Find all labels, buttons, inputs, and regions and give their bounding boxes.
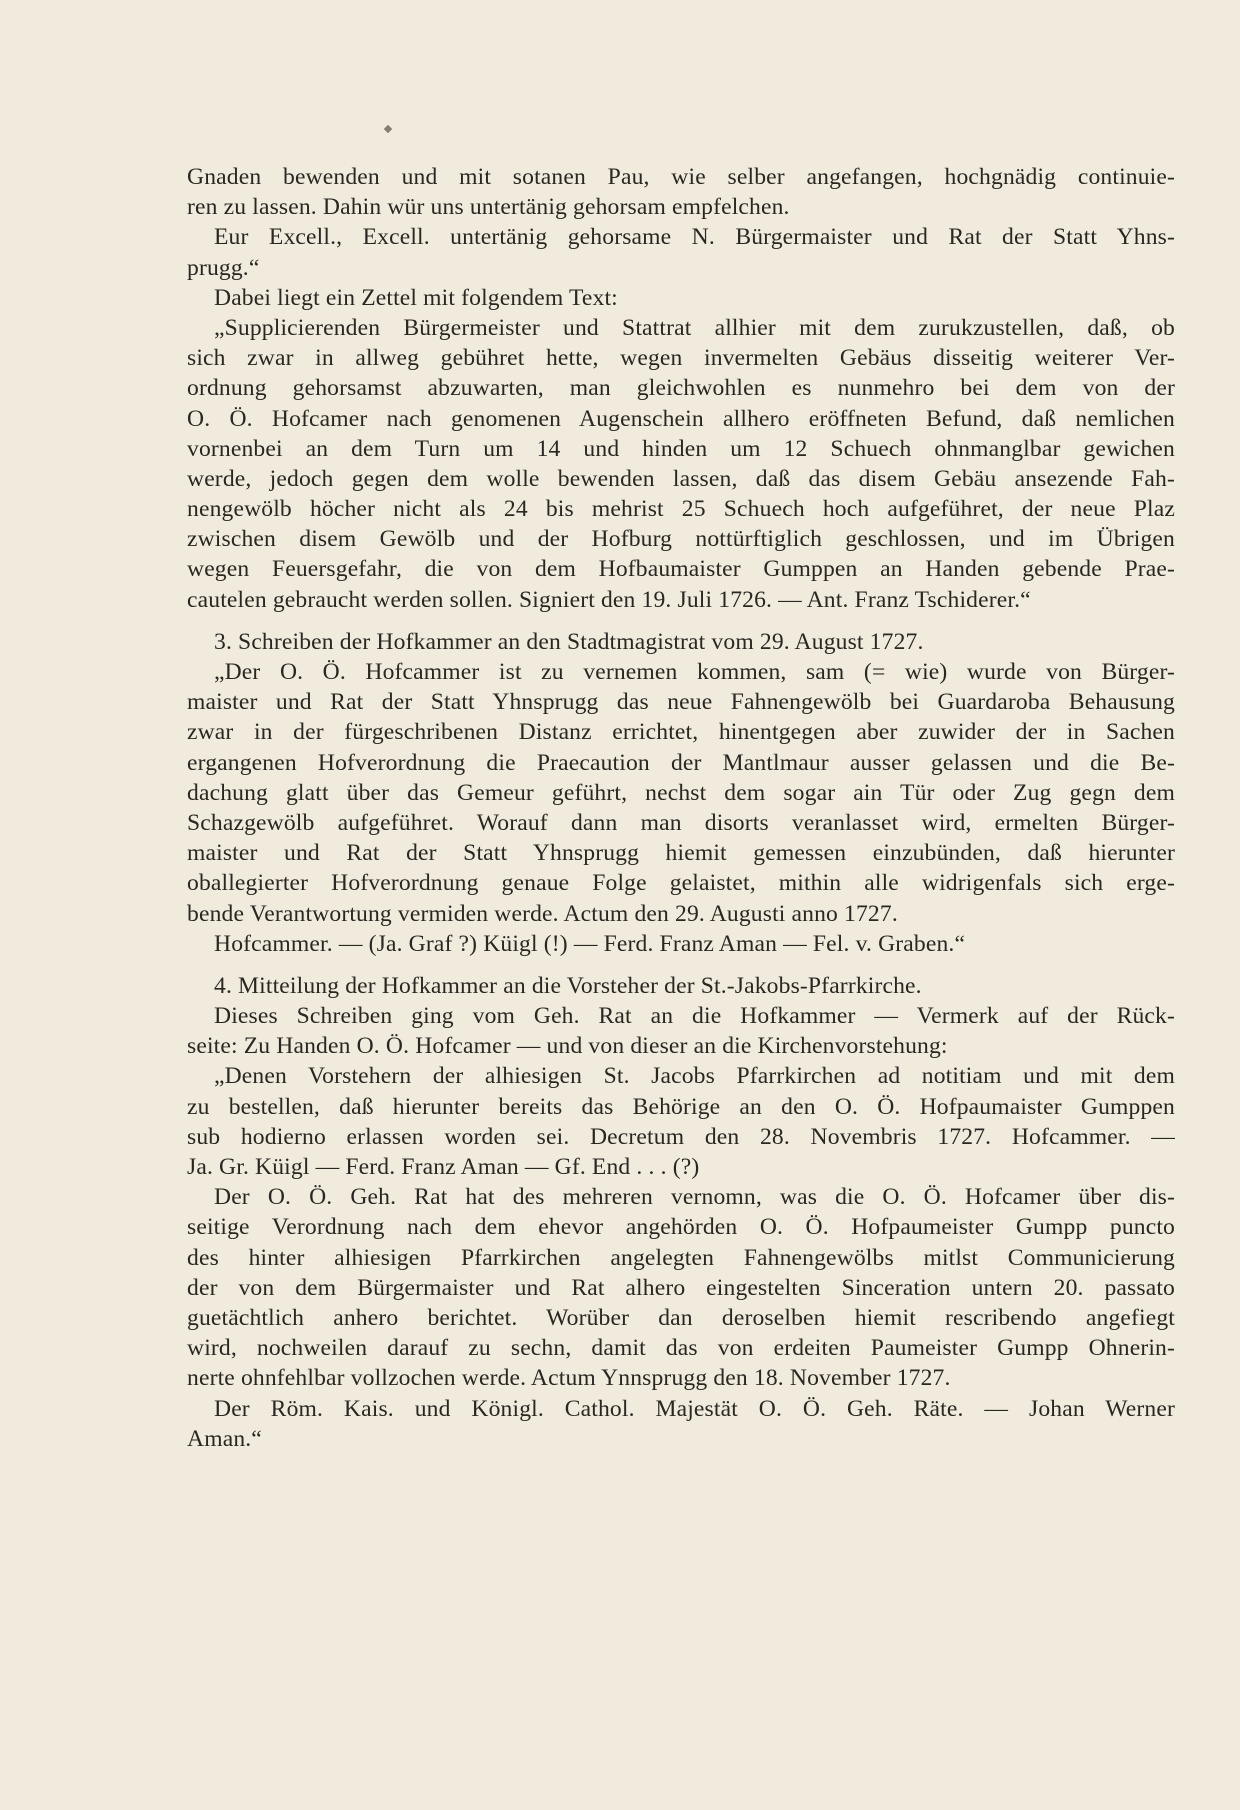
text-line: der von dem Bürgermaister und Rat alhero eingestelten Sinceration untern 20. passato xyxy=(187,1274,1175,1301)
text-line: nerte ohnfehlbar vollzochen werde. Actum Ynnsprugg den 18. November 1727. xyxy=(187,1365,951,1392)
text-line: prugg.“ xyxy=(187,254,260,281)
text-line: sub hodierno erlassen worden sei. Decretum den 28. Novembris 1727. Hofcammer. — xyxy=(187,1123,1175,1150)
text-line: oballegierter Hofverordnung genaue Folge gelaistet, mithin alle widrigenfals sich erge- xyxy=(187,870,1175,897)
text-line: nengewölb höcher nicht als 24 bis mehrist 25 Schuech hoch aufgeführet, der neue Plaz xyxy=(187,496,1175,523)
text-line: seite: Zu Handen O. Ö. Hofcamer — und von dieser an die Kirchenvorstehung: xyxy=(187,1033,948,1060)
section-gap xyxy=(187,959,1175,971)
text-line: guetächtlich anhero berichtet. Worüber dan deroselben hiemit rescribendo angefiegt xyxy=(187,1304,1175,1331)
text-line: Gnaden bewenden und mit sotanen Pau, wie selber angefangen, hochgnädig continuie- xyxy=(187,164,1175,190)
text-line: maister und Rat der Statt Yhnsprugg das neue Fahnengewölb bei Guardaroba Behausung xyxy=(187,689,1175,716)
text-line: ordnung gehorsamst abzuwarten, man gleichwohlen es nunmehro bei dem von der xyxy=(187,375,1175,402)
text-line: „Denen Vorstehern der alhiesigen St. Jacobs Pfarrkirchen ad notitiam und mit dem xyxy=(214,1063,1175,1090)
text-line: Aman.“ xyxy=(187,1425,262,1452)
text-line: Der Röm. Kais. und Königl. Cathol. Majestät O. Ö. Geh. Räte. — Johan Werner xyxy=(214,1395,1175,1422)
text-line: Dabei liegt ein Zettel mit folgendem Text: xyxy=(214,284,618,311)
text-line: bende Verantwortung vermiden werde. Actum den 29. Augusti anno 1727. xyxy=(187,900,898,927)
text-line: Ja. Gr. Küigl — Ferd. Franz Aman — Gf. End . . . (?) xyxy=(187,1154,700,1180)
text-line: Hofcammer. — (Ja. Graf ?) Küigl (!) — Ferd. Franz Aman — Fel. v. Graben.“ xyxy=(214,930,966,957)
text-line: Dieses Schreiben ging vom Geh. Rat an die Hofkammer — Vermerk auf der Rück- xyxy=(214,1003,1175,1030)
text-line: werde, jedoch gegen dem wolle bewenden lassen, daß das disem Gebäu ansezende Fah- xyxy=(187,465,1175,492)
text-line: 3. Schreiben der Hofkammer an den Stadtmagistrat vom 29. August 1727. xyxy=(214,628,924,655)
text-line: Schazgewölb aufgeführet. Worauf dann man disorts veranlasset wird, ermelten Bürger- xyxy=(187,809,1175,836)
text-line: des hinter alhiesigen Pfarrkirchen angelegten Fahnengewölbs mitlst Communicierung xyxy=(187,1244,1175,1271)
text-line: 4. Mitteilung der Hofkammer an die Vorsteher der St.-Jakobs-Pfarrkirche. xyxy=(214,972,922,999)
text-line: O. Ö. Hofcamer nach genomenen Augenschein allhero eröffneten Befund, daß nemlichen xyxy=(187,405,1175,432)
text-line: Eur Excell., Excell. untertänig gehorsame N. Bürgermaister und Rat der Statt Yhns- xyxy=(214,224,1175,251)
text-line: zwar in der fürgeschribenen Distanz errichtet, hinentgegen aber zuwider der in Sachen xyxy=(187,719,1175,746)
text-line: sich zwar in allweg gebühret hette, wegen invermelten Gebäus disseitig weiterer Ver- xyxy=(187,345,1175,372)
body-text xyxy=(187,162,1175,1454)
text-line: ergangenen Hofverordnung die Praecaution der Mantlmaur ausser gelassen und die Be- xyxy=(187,749,1175,776)
text-line: zu bestellen, daß hierunter bereits das Behörige an den O. Ö. Hofpaumaister Gumppen xyxy=(187,1093,1175,1120)
text-line: „Supplicierenden Bürgermeister und Stattrat allhier mit dem zurukzustellen, daß, ob xyxy=(214,314,1175,341)
page-mark xyxy=(384,125,392,133)
text-line: wegen Feuersgefahr, die von dem Hofbaumaister Gumppen an Handen gebende Prae- xyxy=(187,556,1175,583)
text-line: „Der O. Ö. Hofcammer ist zu vernemen kommen, sam (= wie) wurde von Bürger- xyxy=(214,659,1175,685)
text-line: maister und Rat der Statt Yhnsprugg hiemit gemessen einzubünden, daß hierunter xyxy=(187,840,1175,867)
text-line: vornenbei an dem Turn um 14 und hinden um 12 Schuech ohnmanglbar gewichen xyxy=(187,435,1175,462)
text-line: cautelen gebraucht werden sollen. Signiert den 19. Juli 1726. — Ant. Franz Tschiderer.“ xyxy=(187,586,1031,613)
text-line: seitige Verordnung nach dem ehevor angehörden O. Ö. Hofpaumeister Gumpp puncto xyxy=(187,1214,1175,1241)
text-line: dachung glatt über das Gemeur geführt, nechst dem sogar ain Tür oder Zug gegn dem xyxy=(187,779,1175,806)
text-line: Der O. Ö. Geh. Rat hat des mehreren vernomn, was die O. Ö. Hofcamer über dis- xyxy=(214,1184,1175,1211)
text-line: zwischen disem Gewölb und der Hofburg nottürftiglich geschlossen, und im Übrigen xyxy=(187,526,1175,553)
text-line: wird, nochweilen darauf zu sechn, damit das von erdeiten Paumeister Gumpp Ohnerin- xyxy=(187,1335,1175,1362)
text-line: ren zu lassen. Dahin wür uns untertänig gehorsam empfelchen. xyxy=(187,194,790,221)
section-gap xyxy=(187,615,1175,627)
